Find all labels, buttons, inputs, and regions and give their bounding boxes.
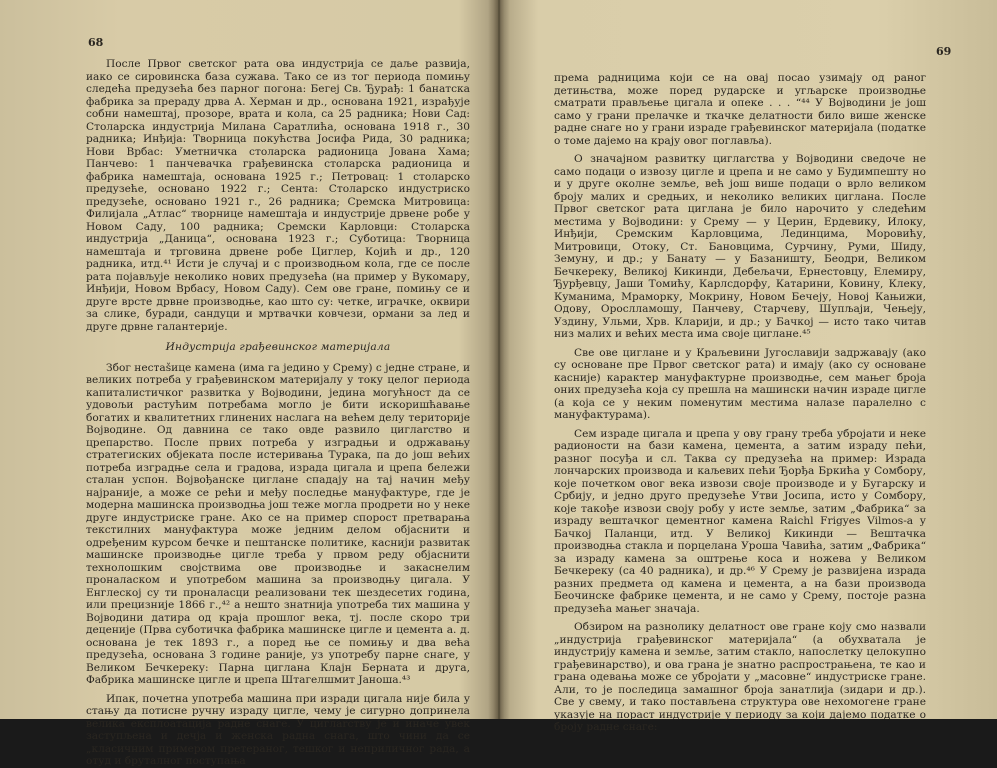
paragraph: Сем израде цигала и црепа у ову грану треба убројати и неке радионости на бази камена, цемента, а затим израду пећи, разног посуђа и сл. Таква су предузећа на пример: Израда лончарских производа и каљевих пећи Ђорђа Бркића у Сомбору, које почетком овог века извози своје производе и у Бугарску и Србију, и једно друго предузеће Утви Јосипа, исто у Сомбору, које такође извози своју робу у исте земље, затим „Фабрика“ за израду вештачког цементног камена Raichl Frigyes Vilmos-а у Бачкој Паланци, итд. У Великој Кикинди — Вештачка производња стакла и порцелана Уроша Чавића, затим „Фабрика“ за израду камена за оштрење коса и ножева у Великом Бечкереку (са 40 радника), и др.⁴⁶ У Срему је развијена израда разних предмета од камена и цемента, а на бази производа Беочинске фабрике цемента, и не само у Срему, постоје разна предузећа мањег значаја. (554, 427, 926, 615)
paragraph: Све ове циглане и у Краљевини Југославији задржавају (ако су основане пре Првог светског рата) и имају (ако су основане касније) карактер мануфактурне производње, сем мањег броја оних предузећа која су прешла на машински начин израде цигле (а која се у неким поменутим местима налазе паралелно с мануфактурама). (554, 346, 926, 421)
paragraph: према радницима који се на овај посао узимају од раног детињства, може поред рударске и угљарске производње сматрати прављење цигала и опеке . . . “⁴⁴ У Војводини је још само у грани прелачке и ткачке делатности било више женске радне снаге но у грани израде грађевинског материјала (податке о томе дајемо на крају овог поглавља). (554, 72, 926, 147)
paragraph: После Првог светског рата ова индустрија се даље развија, иако се сировинска база сужава. Тако се из тог периода помињу следећа предузећа без парног погона: Бегеј Св. Ђурађ: 1 банатска фабрика за прераду дрва А. Херман и др., основана 1921, израђује собни намештај, прозоре, врата и кола, са 25 радника; Нови Сад: Столарска индустрија Милана Саратлића, основана 1918 г., 30 радника; Инђија: Творница покућства Јосифа Рида, 30 радника; Нови Врбас: Уметничка столарска радионица Јована Хама; Панчево: 1 панчевачка грађевинска столарска радионица и фабрика намештаја, основана 1925 г.; Петровац: 1 столарско предузеће, основано 1922 г.; Сента: Столарско индустриско предузеће, основано 1921 г., 26 радника; Сремска Митровица: Филијала „Атлас“ творнице намештаја и индустрије дрвене робе у Новом Саду, 100 радника; Сремски Карловци: Столарска индустрија „Даница“, основана 1923 г.; Суботица: Творница намештаја и трговина дрвене робе Циглер, Којић и др., 120 радника, итд.⁴¹ Исти је случај и с производњом кола, где се после рата појављује неколико нових предузећа (на пример у Вукомару, Инђији, Новом Врбасу, Новом Саду). Сем ове гране, помињу се и друге врсте дрвне производње, као што су: четке, играчке, оквири за слике, буради, сандуци и мртвачки ковчези, ормани за лед и друге дрвне галантерије. (86, 58, 470, 333)
section-subheading: Индустрија грађевинског материјала (165, 341, 391, 353)
paragraph: Због нестašице камена (има га једино у Срему) с једне стране, и великих потреба у грађевинском материјалу у току целог периода капиталистичког развитка у Војводини, једина могућност да се удовољи растућим потребама могло је бити искоришћавање богатих и квалитетних глинених наслага на већем делу територије Војводине. Од давнина се тако овде развило циглarство и црепарство. После првих потреба у изградњи и одржавању стратегиских објеката после истеривања Турака, па до још већих потреба изградње села и градова, израда цигала и црепа бележи сталан успон. Војвођанске циглане спадају на тај начин међу најраније, а може се рећи и међу последње мануфактуре, где је модерна машинска производња још теже могла продрети но у неке друге индустриске гране. Ако се на пример спорост претварања текстилних мануфактура може једним делом објаснити и одређеним курсом бечке и пештанске политике, каснији развитак машинске производње цигле треба у првом реду објаснити технолошким својствима ове производње и закаснелим проналаском и употребом машина за производњу цигала. У Енглеској су ти проналасци реализовани тек шездесетих година, или прецизније 1866 г.,⁴² а нешто знатнија употреба тих машина у Војводини датира од краја прошлог века, тј. после скоро три деценије (Прва суботичка фабрика машинске цигле и цемента а. д. основана је тек 1893 г., а поред ње се помињу и два већа предузећа, основана 3 године раније, уз употребу парне снаге, у Великом Бечкереку: Парна циглана Клајн Берната и друга, Фабрика машинске цигле и црепа Штагелшмит Јаноша.⁴³ (86, 361, 470, 686)
paragraph: Обзиром на разнолику делатност ове гране коју смо назвали „индустрија грађевинског материјала“ (а обухватала је индустрију камена и земље, затим стакло, напослетку целокупно грађевинарство), и ова грана је знатно распрострањена, те као и грана одевања може се убројати у „масовне“ индустриске гране. Али, то је последица замашног броја занатлија (зидари и др.). Све у свему, и тако постављена структура ове нехомогене гране указује на пораст индустрије у периоду за који дајемо податке о броју радне снаге: (554, 621, 926, 733)
page-number-right: 69 (936, 45, 952, 58)
right-page-text (554, 72, 926, 734)
paragraph: Ипак, почетна употреба машина при изради цигала није била у стању да потисне ручну израду цигле, чему је сигурно допринела велика експлоатација радне снаге. У циглarству је и иначе увек заступљена и дечја и женска радна снага, што чини да се „класичним примером претераног, тешког и неприличног рада, а отуд и бруталног поступања (86, 692, 470, 767)
page-number-left: 68 (88, 36, 104, 49)
paragraph: О значајном развитку циглarства у Војводини сведоче не само подаци о извозу цигле и црепа и не само у Будимпешту но и у друге околне земље, већ још више подаци о врло великом броју малих и средњих, и неколико великих циглана. После Првог светског рата циглана је било нарочито у следећим местима у Војводини: у Срему — у Церин, Ердевику, Илоку, Инђији, Сремским Карловцима, Лединцима, Моровићу, Митровици, Отоку, Ст. Бановцима, Сурчину, Руми, Шиду, Земуну, и др.; у Банату — у Базаништу, Беодри, Великом Бечкереку, Великој Кикинди, Дебељачи, Ернестовцу, Елемиру, Ђурђевцу, Јаши Томићу, Карлсдорфу, Катарини, Ковину, Клеку, Куманима, Мраморку, Мокрину, Новом Бечеју, Новој Кањижи, Одову, Орослламошу, Панчеву, Старчеву, Шупљаји, Чењеју, Уздину, Ульми, Хрв. Кларији, и др.; у Бачкој — исто тако читав низ малих и већих места има своје циглане.⁴⁵ (554, 153, 926, 340)
